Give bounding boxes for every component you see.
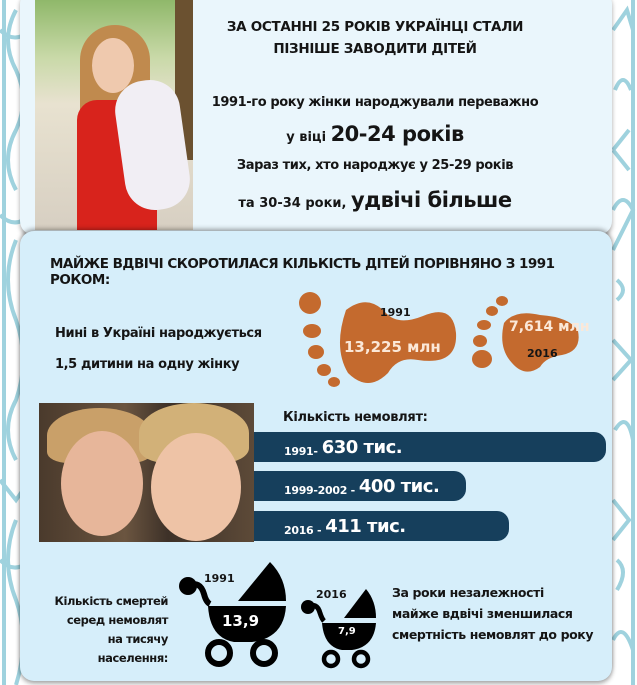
footprint-2016-value: 7,614 млн	[509, 319, 590, 335]
stroller-2016-value: 7,9	[338, 626, 356, 637]
age-now-comparison	[210, 188, 540, 212]
births-per-woman-line1: Нині в Україні народжується	[55, 326, 262, 341]
footprint-1991-year: 1991	[380, 306, 411, 319]
title-line-1: ЗА ОСТАННІ 25 РОКІВ УКРАЇНЦІ СТАЛИ	[226, 19, 524, 35]
bar-value: 630 тис.	[321, 437, 403, 458]
stroller-1991-value: 13,9	[222, 612, 260, 630]
newborns-label: Кількість немовлят:	[283, 410, 428, 425]
comparison-emphasis: удвічі більше	[350, 188, 512, 212]
children-photo	[39, 403, 254, 542]
age-prefix: у віці	[286, 130, 331, 145]
infant-deaths-label	[40, 592, 168, 668]
photo-girl-face	[61, 431, 143, 536]
photo-boy-face	[151, 433, 241, 541]
newborns-bar-1991	[254, 432, 606, 462]
newborns-bar-1999-2002	[254, 471, 466, 501]
age-trend-title	[225, 16, 525, 60]
children-decline-title: МАЙЖЕ ВДВІЧІ СКОРОТИЛАСЯ КІЛЬКІСТЬ ДІТЕЙ ПОРІВНЯНО З 1991 РОКОМ:	[50, 256, 555, 288]
deaths-label-line-2: серед немовлят	[66, 613, 168, 627]
stroller-2016-year: 2016	[316, 588, 347, 601]
age-emphasis: 20-24 років	[330, 122, 464, 146]
bar-year: 1999-2002 -	[284, 484, 355, 497]
bar-value: 400 тис.	[358, 476, 440, 497]
stroller-1991-year: 1991	[204, 572, 235, 585]
bar-year: 1991-	[284, 445, 318, 458]
age-1991-range	[210, 122, 540, 146]
conclusion-line-1: За роки незалежності	[392, 585, 544, 600]
footprint-2016-year: 2016	[527, 347, 558, 360]
bar-year: 2016 -	[284, 524, 322, 537]
age-now-text: Зараз тих, хто народжує у 25-29 років	[236, 158, 514, 173]
conclusion-line-2: майже вдвічі зменшилася	[392, 606, 573, 621]
bar-value: 411 тис.	[325, 516, 406, 537]
comparison-prefix: та 30-34 роки,	[238, 196, 351, 211]
mother-with-baby-photo	[35, 0, 193, 230]
age-1991-text: 1991-го року жінки народжували переважно	[211, 95, 539, 110]
deaths-label-line-3: на тисячу населення:	[97, 632, 168, 665]
births-per-woman-line2: 1,5 дитини на одну жінку	[55, 357, 240, 372]
title-line-2: ПІЗНІШЕ ЗАВОДИТИ ДІТЕЙ	[273, 41, 477, 57]
newborns-bar-2016	[254, 511, 509, 541]
infant-mortality-conclusion	[392, 582, 632, 645]
footprint-1991-value: 13,225 млн	[344, 338, 441, 356]
conclusion-line-3: смертність немовлят до року	[392, 627, 594, 642]
deaths-label-line-1: Кількість смертей	[54, 594, 168, 608]
